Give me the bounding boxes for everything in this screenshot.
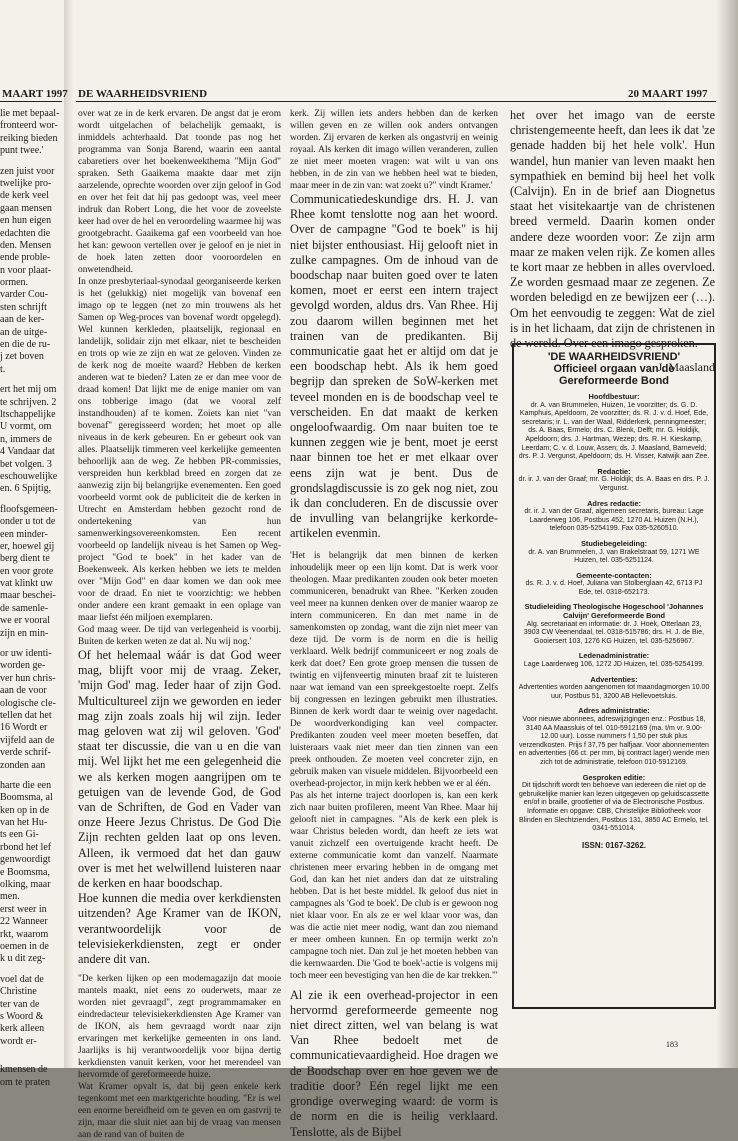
colophon-section-heading: Hoofdbestuur:	[588, 392, 640, 401]
fragment-line: punt twee.'	[0, 145, 44, 157]
colophon-section-text: dr. A. van Brummelen, Huizen, 1e voorzitter; ds. G. D. Kamphuis, Apeldoorn, 2e voorzitter; ds. R. J. v. d. Hoef, Ede, secretaris; ir. L. van der Waal, Ridderkerk, penningmeester; ds. A. Baas, Ermelo; drs. C. Blenk, Delft; mr. G. Holdijk, Apeldoorn; drs. J. Hartman, Wezep; drs. R. H. Kieskamp, Leerdam; C. v. d. Louw, Assen; ds. J. Maasland, Barneveld; drs. P. J. Vergunst, Apeldoorn; ds. H. Visser, Katwijk aan Zee.	[518, 401, 710, 461]
fragment-line: ende proble-	[0, 252, 51, 264]
colophon-section-text: Alg. secretariaat en informatie: dr. J. Hoek, Otterlaan 23, 3903 CW Veenendaal, tel. 0318-515786; drs. H. J. de Bie, Gooiersert 103, 1276 KG Huizen, tel. 035-5256967.	[523, 620, 705, 645]
paragraph-large: Communicatiedeskundige drs. H. J. van Rhee komt tenslotte nog aan het woord. Over de campagne "God te boek" is hij niet bijster enthousiast. Hij gelooft niet in zulke campagnes. Om de inhoud van de boodschap naar buiten goed over te laten komen, moet er eerst een intern traject gevolgd worden, aldus drs. Van Rhee. Hij zou daarom willen beginnen met het trainen van de predikanten. Bij communicatie gaat het er altijd om dat je een boodschap hebt. Als ik hem goed begrijp dan spreken de SoW-kerken met teveel monden en is de boodschap veel te verscheiden. En dat maakt de kerken ongeloofwaardig. Om naar buiten toe te kunnen zeggen wie je bent, moet je eerst naar binnen toe het er met elkaar over eens zijn wat je bent. Dus de grondslagdiscussie is zo gek nog niet, zou ik dan concluderen. En de discussie over de invulling van belangrijke kerkorde-artikelen evenmin.	[290, 192, 498, 541]
colophon-section-heading: Adres redactie:	[587, 498, 641, 508]
fragment-line: voel dat de	[0, 973, 44, 985]
fragment-line: U vormt, om	[0, 421, 52, 433]
colophon-section-heading: Advertenties:	[590, 674, 638, 684]
page-number: 183	[666, 1040, 678, 1049]
fragment-line: twelijke pro-	[0, 177, 52, 189]
fragment-line: oemen in de	[0, 941, 49, 952]
colophon-section	[514, 468, 714, 494]
fragment-line: ert het mij om	[0, 384, 57, 396]
fragment-line: j zet boven	[0, 351, 44, 363]
fragment-line: zijn en min-	[0, 627, 49, 639]
fragment-line	[0, 1048, 62, 1056]
fragment-line: en hun eigen	[0, 215, 52, 227]
fragment-line: reiking bieden	[0, 132, 58, 144]
fragment-line: Christine	[0, 986, 37, 998]
fragment-line: an de uitge-	[0, 326, 48, 338]
colophon-section-text: Dit tijdschrift wordt ten behoeve van iedereen die niet op de gebruikelijke manier kan lezen uitgegeven op geluidscassette en/of in braille, grootletter of via de Electronische Postbus. Informatie en opgave: CBB, Christelijke Bibliotheek voor Blinden en Slechtzienden, Postbus 131, 3850 AC Ermelo, tel. 0341-551014.	[518, 782, 710, 833]
colophon-section-heading: Gemeente-contacten:	[576, 570, 652, 580]
fragment-line: harte die een	[0, 779, 52, 791]
column-1	[78, 108, 281, 1141]
fragment-line: rbond het lef	[0, 841, 52, 853]
fragment-line: s Woord &	[0, 1010, 44, 1022]
colophon-section-heading: Redactie:	[597, 466, 631, 476]
header-rule	[76, 101, 716, 102]
quote-paragraph: 'Het is belangrijk dat men binnen de kerken inhoudelijk meer op een lijn komt. Dat is werk voor theologen. Maar predikanten zouden ook beter moeten communiceren, benadrukt van Rhee. "Kerken zouden veel meer na kunnen denken over de manier waarop ze intern communiceren. En dan met name in de samenkomsten op zondag, want die zijn niet meer van deze tijd. De vorm is de norm en die is heilig verklaard. Welk bedrijf communiceert er nog zoals de kerk dat doet? Een grote groep mensen die tussen de twintig en vijfenveertig minuten braaf zit te luisteren naar wat iemand van een spreekgestoelte roept. Zelfs bij congressen en lezingen gebruikt men illustraties. Binnen de kerk wordt daar te weinig over nagedacht. De woordverkondiging kan veel compacter. Predikanten zouden veel meer moeten beseffen, dat luisteraars vaak niet meer dan tien zinnen van een preek onthouden. Ze moeten veel concreter zijn, en gebruik maken van visuele middelen. Bijvoorbeeld een overhead-projector, in mijn kerk hebben we er al één.	[290, 550, 498, 789]
fragment-line: genwoordigt	[0, 854, 51, 866]
colophon-section-text: Voor nieuwe abonnees, adreswijzigingen enz.: Postbus 18, 3140 AA Maassluis of tel. 010-5912169 (ma. t/m vr. 9.00-12.00 uur). Losse nummers f 1,50 per stuk plus verzendkosten. Prijs f 37,75 per halfjaar. Voor abonnementen en advertenties (66 ct. per mm, bij contract lager) wende men zich tot de administratie, telefoon 010-5912169.	[518, 716, 710, 766]
fragment-line: ltschappelijke	[0, 408, 56, 420]
quote-paragraph: Pas als het interne traject doorlopen is, kan een kerk zich naar buiten profileren, meent Van Rhee. Maar hij gelooft niet in campagnes. "Als de kerk een plek is waar Christus beleden wordt, dan heeft ze iets wat vanuit zichzelf een overtuigende kracht heeft. De externe communicatie komt dan vanzelf. Naarmate christenen meer ervaring hebben in de omgang met God, dan kan het niet anders dan dat ze uitstraling hebben. Dat is het beste middel. Ik geloof dus niet in campagnes als 'God te boek'. De club is er gewoon nog niet klaar voor. En als ze er wel klaar voor was, dan was die actie niet meer nodig, want dan zou niemand er meer omheen kunnen. En op termijn werkt zo'n campagne toch niet. Dan zul je het moeten hebben van die kernwaarden. Die 'God te boek'-actie is volgens mij toch meer een bevestiging van hen die de kar trekken."'	[290, 790, 498, 981]
fragment-line: gaan mensen	[0, 202, 52, 214]
fragment-line: en die de ru-	[0, 339, 51, 351]
fragment-line: floofsgemeen-	[0, 503, 58, 515]
colophon-sections	[514, 393, 714, 834]
fragment-line: aan de voor	[0, 685, 47, 697]
paragraph-large: Al zie ik een overhead-projector in een hervormd gereformeerde gemeente nog niet direct zitten, wel van belang is wat Van Rhee bedoelt met de communicatievaardigheid. Hoe dragen we de Boodschap over en hoe geven we de traditie door? Eén regel lijkt me een grondige overweging waard: de vorm is de norm en die is heilig verklaard. Tenslotte, als de Bijbel	[290, 987, 498, 1139]
fragment-line: olking, maar	[0, 879, 51, 891]
fragment-line: Boomsma, al	[0, 792, 53, 804]
fragment-line	[0, 772, 62, 780]
fragment-line: bet volgen. 3	[0, 458, 52, 470]
fragment-line: vat klinkt uw	[0, 578, 53, 590]
fragment-line: ter van de	[0, 998, 40, 1010]
fragment-line: van het Hu-	[0, 817, 48, 829]
colophon-section-text: Lage Laarderweg 106, 1272 JD Huizen, tel. 035-5254199.	[523, 661, 705, 669]
fragment-line	[0, 966, 62, 974]
colophon-subtitle: Officieel orgaan van de Gereformeerde Bond	[553, 363, 675, 387]
colophon-section-text: dr. A. van Brummelen, J. van Brakelstraat 59, 1271 WE Huizen, tel. 035-5251124.	[528, 548, 700, 565]
paragraph: In onze presbyteriaal-synodaal georganiseerde kerken is het (gelukkig) niet mogelijk van bovenaf een imago op te leggen (net zo min trouwens als het Samen op Weg-proces van bovenaf wordt opgelegd). Wel kunnen kerkleden, plaatselijk, regionaal en landelijk, solidair zijn met elkaar, niet te bescheiden en trots op wie ze zijn en wat ze geloven. Vinden ze de kerk nog de moeite waard? Hebben de kerken anderen wat te bieden? Laten ze er dan mee voor de draad komen! Dat lijkt me de enige manier om van ons tobberige imago (dat we vooral zelf instandhouden) af te komen. Zoiets kan niet "van bovenaf" geregisseerd worden; het moet op alle niveaus in de kerk gebeuren. En er gebeurt ook van alles. Plaatselijk timmeren veel kerkelijke gemeenten behoorlijk aan de weg. Ze hebben PR-commissies, verspreiden hun kerkblad breed en zorgen dat ze aanwezig zijn bij belangrijke evenementen. Een goed voorbeeld vormt ook de publiciteit die de kerken in Utrecht en Amsterdam hebben gezocht rond de ondertekening van hun samenwerkingsovereenkomsten. Een recent voorbeeld op landelijk niveau is het Samen op Weg-project "God te boek" in het kader van de Boekenweek. Als kerken hebben we iets te melden over "Mijn God" en daar komen we dan ook mee voor de draad. En niet te voorzichtig: we hebben onder andere een krant gemaakt in een oplage van maar liefst één miljoen exemplaren.	[78, 277, 281, 623]
fragment-line: kerk alleen	[0, 1023, 45, 1035]
header-date: 20 MAART 1997	[628, 88, 708, 100]
fragment-line: sten schrijft	[0, 301, 47, 313]
fragment-line: tellen dat het	[0, 709, 52, 721]
paragraph: over wat ze in de kerk ervaren. De angst dat je erom wordt uitgelachen of belachelijk gemaakt, is inmiddels achterhaald. Dat toonde pas nog het programma van Sonja Barend, waarin een aantal cabaretiers over het boekenweekthema "Mijn God" spraken. Seth Gaaikema maakte daar met zijn aarzelende, oprechte woorden over zijn geloof in God en over het feit dat hij pas gedoopt was, veel meer indruk dan Robert Long, die het voor de zoveelste keer had over de hel en veroordeling waarmee hij was grootgebracht. Gaaikema gaf een voorbeeld van hoe het kan: gewoon vertellen over je geloof en je niet in de hoek laten zetten door vooroordelen en onwetendheid.	[78, 109, 281, 275]
fragment-line	[0, 158, 62, 166]
colophon-section-heading: Adres administratie:	[578, 706, 650, 716]
colophon-section-heading: Ledenadministratie:	[578, 651, 650, 661]
colophon-section-text: ds. R. J. v. d. Hoef, Juliana van Stolberglaan 42, 6713 PJ Ede, tel. 0318-652173.	[525, 580, 703, 596]
fragment-line: varder Cou-	[0, 289, 49, 301]
paragraph: God maag weer. De tijd van verlegenheid is voorbij. Buiten de kerken weten ze dat al. Nu wij nog.'	[78, 625, 281, 647]
fragment-line	[0, 376, 62, 384]
column-2	[290, 108, 498, 1139]
fragment-line: fronteerd wor-	[0, 120, 58, 132]
colophon-section-heading: Gesproken editie:	[582, 772, 646, 782]
colophon-section	[514, 676, 714, 702]
fragment-line: t.	[0, 363, 6, 375]
colophon-title: 'DE WAARHEIDSVRIEND'	[547, 351, 681, 363]
fragment-line	[0, 496, 62, 504]
fragment-line: k u dit zeg-	[0, 953, 46, 965]
fragment-line: aan de ker-	[0, 314, 45, 326]
quote-paragraph: kerk. Zij willen iets anders hebben dan de kerken willen geven en ze willen ook anders ontvangen worden. Zij ervaren de kerken als ongastvrij en weinig royaal. Als kerken dit imago willen veranderen, zullen ze niet meer moeten vragen: wat wilt u van ons hebben, in de zin van we hebben heel wat te bieden, maar meer in de zin van: wat zoekt u?" vindt Kramer.'	[290, 109, 498, 191]
page-edge	[716, 0, 738, 1068]
colophon-section-text: dr. ir. J. van der Graaf, algemeen secretaris, bureau: Lage Laarderweg 106, Postbus 452, 1270 AL Huizen (N.H.), telefoon 035-5254199. Fax 035-5260510.	[524, 508, 704, 533]
fragment-line	[0, 640, 62, 648]
fragment-line: en. 6 Spijtig,	[0, 483, 52, 495]
colophon-section	[514, 774, 714, 834]
fragment-line: ormen.	[0, 277, 29, 289]
fragment-line: de samenle-	[0, 602, 49, 614]
fragment-line: ken op in de	[0, 804, 50, 816]
fragment-line: e Boomsma,	[0, 866, 50, 878]
fragment-line: eschouwelijke	[0, 470, 58, 482]
issn: ISSN: 0167-3262.	[581, 840, 647, 850]
author-signature: J. Maasland	[657, 360, 715, 375]
fragment-line: wordt er-	[0, 1035, 37, 1047]
fragment-line: den. Mensen	[0, 239, 52, 251]
fragment-line: worden ge-	[0, 660, 46, 672]
fragment-line: n, immers de	[0, 433, 52, 445]
fragment-line: vijfeld aan de	[0, 734, 55, 746]
fragment-line: zen juist voor	[0, 165, 55, 177]
fragment-line: rkt, waarom	[0, 928, 49, 940]
fragment-line: de kerk veel	[0, 190, 49, 202]
fragment-line: or uw identi-	[0, 648, 52, 660]
fragment-line: 4 Vandaar dat	[0, 446, 55, 458]
page-gutter	[64, 0, 74, 1068]
fragment-line: zonden aan	[0, 759, 46, 771]
left-page-fragment	[0, 108, 62, 1089]
fragment-line: berg dient te	[0, 553, 50, 565]
colophon-section	[514, 500, 714, 534]
fragment-line: n voor plaat-	[0, 264, 52, 276]
colophon-section	[514, 652, 714, 669]
left-header-rule	[0, 101, 62, 102]
fragment-line: verde schrif-	[0, 747, 51, 759]
colophon-section-text: Advertenties worden aangenomen tot maandagmorgen 10.00 uur, Postbus 51, 3200 AB Hellevoetsluis.	[518, 684, 710, 700]
colophon-box	[512, 343, 716, 1009]
fragment-line: onder u tot de	[0, 516, 56, 528]
fragment-line: erst weer in	[0, 903, 47, 915]
colophon-section	[514, 603, 714, 646]
fragment-line: ologische cle-	[0, 697, 56, 709]
fragment-line: ts een Gi-	[0, 829, 39, 841]
fragment-line: te schrijven. 2	[0, 396, 57, 408]
quote-paragraph: "De kerken lijken op een modemagazijn dat mooie mantels maakt, niet eens zo ouderwets, maar ze worden niet gevraagd", zegt programmamaker en eindredacteur televisiekerkdiensten Age Kramer van de IKON, als hem gevraagd wordt naar zijn ervaringen met kerkelijke gemeenten in ons land. Jaarlijks is hij verantwoordelijk voor bijna dertig kerkdiensten vanuit kerken, voor het merendeel van hervormde of gereformeerde huize.	[78, 974, 281, 1081]
quote-paragraph: Wat Kramer opvalt is, dat bij geen enkele kerk tegenkomt met een marktgerichte houding. "Er is wel een enorme bereidheid om te geven en om gastvrij te zijn, maar die sluit niet aan bij de vraag van mensen aan de rand van of buiten de	[78, 1082, 281, 1141]
fragment-line: 16 Wordt er	[0, 722, 48, 734]
fragment-line: 22 Wanneer	[0, 916, 48, 928]
fragment-line: ver hun chris-	[0, 672, 56, 684]
paragraph-large: het over het imago van de eerste christengemeente heeft, dan lees ik dat 'ze genade hadden bij het hele volk'. Hun wandel, hun manier van leven maakt hen sympathiek en bemind bij heel het volk (Calvijn). En in de brief aan Diognetus staat het visitekaartje van de christenen breed vermeld. Daarin komen onder andere deze woorden voor: Ze zijn arm maar ze maken velen rijk. Ze komen alles te kort maar ze hebben in alles overvloed. Ze worden gesmaad maar ze zegenen. Ze worden beledigd en ze bewijzen eer (…). Om het eenvoudig te zeggen: Wat de ziel is in het lichaam, dat zijn de christenen in de wereld. Over een imago gesproken.	[510, 108, 715, 351]
fragment-line: lie met bepaal-	[0, 108, 60, 119]
colophon-section	[514, 707, 714, 767]
colophon-section-text: dr. ir. J. van der Graaf; mr. G. Holdijk; ds. A. Baas en drs. P. J. Vergunst.	[518, 476, 710, 492]
fragment-line: en voor grote	[0, 565, 54, 577]
paragraph-large: Of het helemaal wáár is dat God weer mag, blijft voor mij de vraag. Zeker, 'mijn God' mag. Ieder haar of zijn God. Multicultureel zijn we geworden en ieder mag zijn zoals zoals hij wil zijn. Ieder mag geloven wat zij wil geloven. 'God' staat ter discussie, die van u en die van mij. Wel lijkt het me een gelegenheid die we als kerken mogen aangrijpen om te getuigen van de levende God, de God van de Schriften, de God en Vader van onze Heere Jezus Christus. De God Die Zijn rechten gelden laat op ons leven. Alleen, ik vermoed dat het dan gauw over is met het welwillend luisteren naar de kerken en haar boodschap. Hoe kunnen die media over kerkdiensten uitzenden? Age Kramer van de IKON, verantwoordelijk voor de televisiekerkdiensten, zegt er onder andere dit van.	[78, 648, 281, 967]
fragment-line: edachten die	[0, 227, 51, 239]
colophon-section	[514, 572, 714, 598]
fragment-line: kmensen de	[0, 1064, 48, 1076]
colophon-section	[514, 393, 714, 462]
fragment-line: om te praten	[0, 1076, 50, 1088]
fragment-line: maar beschei-	[0, 590, 56, 602]
paper-name-header: DE WAARHEIDSVRIEND	[78, 88, 208, 100]
colophon-section-heading: Studieleiding Theologische Hogeschool 'Johannes Calvijn' Gereformeerde Bond	[524, 602, 704, 621]
left-page-header-date: MAART 1997	[2, 88, 68, 100]
fragment-line: een minder-	[0, 528, 48, 540]
fragment-line	[0, 1056, 62, 1064]
fragment-line: men.	[0, 891, 20, 903]
colophon-section-heading: Studiebegeleiding:	[580, 538, 648, 548]
fragment-line: we er vooral	[0, 615, 50, 627]
fragment-line: er, hoewel gij	[0, 540, 55, 552]
colophon-section	[514, 540, 714, 566]
